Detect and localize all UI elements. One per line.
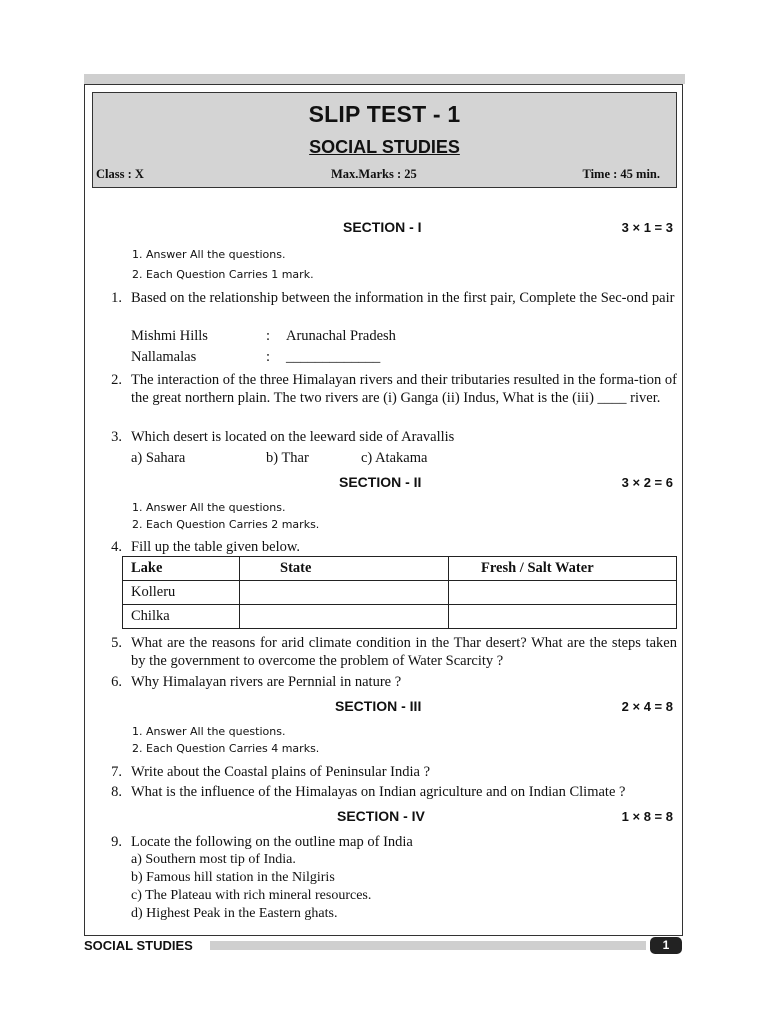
- table-cell-water: [449, 581, 677, 605]
- question-1-number: 1.: [111, 290, 122, 306]
- question-2-text: The interaction of the three Himalayan rivers and their tributaries resulted in the forma-tion of the great northern plain. The two rivers are (i) Ganga (ii) Indus, What is the (iii) ____ river.: [131, 372, 677, 406]
- question-1-pair2-blank: _____________: [286, 349, 381, 365]
- question-7-number: 7.: [111, 764, 122, 780]
- section-3-marks: 2 × 4 = 8: [621, 699, 673, 714]
- section-1-marks: 3 × 1 = 3: [621, 220, 673, 235]
- time-label: Time : 45 min.: [582, 167, 660, 181]
- question-9-item-a: a) Southern most tip of India.: [131, 852, 296, 867]
- question-9-text: Locate the following on the outline map of India: [131, 834, 413, 850]
- table-header-row: [123, 557, 677, 581]
- max-marks-label: Max.Marks : 25: [331, 167, 417, 181]
- table-header-state: State: [240, 557, 449, 581]
- question-5-text: What are the reasons for arid climate condition in the Thar desert? What are the steps taken by the government to overcome the problem of Water Scarcity ?: [131, 635, 677, 669]
- section-1-title: SECTION - I: [343, 219, 422, 235]
- exam-header: [92, 92, 677, 188]
- question-3-option-c: c) Atakama: [361, 450, 428, 466]
- question-9-number: 9.: [111, 834, 122, 850]
- page-number-badge: 1: [650, 937, 682, 954]
- question-8-text: What is the influence of the Himalayas on Indian agriculture and on Indian Climate ?: [131, 784, 626, 800]
- section-2-title: SECTION - II: [339, 474, 422, 490]
- question-3-option-b: b) Thar: [266, 450, 309, 466]
- section-2-marks: 3 × 2 = 6: [621, 475, 673, 490]
- question-4-text: Fill up the table given below.: [131, 539, 301, 555]
- section-1-instruction-2: 2. Each Question Carries 1 mark.: [132, 268, 314, 281]
- question-1-pair1-right: Arunachal Pradesh: [286, 328, 396, 344]
- table-cell-state: [240, 581, 449, 605]
- class-label: Class : X: [96, 167, 144, 181]
- section-3-instruction-1: 1. Answer All the questions.: [132, 725, 286, 738]
- question-3-number: 3.: [111, 429, 122, 445]
- footer-subject-label: SOCIAL STUDIES: [84, 938, 193, 953]
- question-6-number: 6.: [111, 674, 122, 690]
- section-3-title: SECTION - III: [335, 698, 422, 714]
- section-4-title: SECTION - IV: [337, 808, 425, 824]
- question-8-number: 8.: [111, 784, 122, 800]
- table-cell-lake: Kolleru: [123, 581, 240, 605]
- question-3-option-a: a) Sahara: [131, 450, 186, 466]
- question-5-number: 5.: [111, 635, 122, 651]
- exam-subject: SOCIAL STUDIES: [309, 137, 460, 157]
- section-2-instruction-2: 2. Each Question Carries 2 marks.: [132, 518, 320, 531]
- question-1-text: Based on the relationship between the information in the first pair, Complete the Sec-ond pair: [131, 290, 675, 306]
- question-7-text: Write about the Coastal plains of Peninsular India ?: [131, 764, 431, 780]
- question-9-item-d: d) Highest Peak in the Eastern ghats.: [131, 906, 338, 921]
- question-1-pair2-left: Nallamalas: [131, 349, 197, 365]
- question-1-pair1-left: Mishmi Hills: [131, 328, 208, 344]
- table-row: [123, 605, 677, 629]
- table-cell-water: [449, 605, 677, 629]
- question-1-pair1-sep: :: [266, 328, 271, 344]
- table-header-water: Fresh / Salt Water: [449, 557, 677, 581]
- table-row: [123, 581, 677, 605]
- question-2-number: 2.: [111, 372, 122, 388]
- table-cell-state: [240, 605, 449, 629]
- question-9-item-b: b) Famous hill station in the Nilgiris: [131, 870, 335, 885]
- exam-title: SLIP TEST - 1: [308, 101, 461, 127]
- question-6-text: Why Himalayan rivers are Pernnial in nature ?: [131, 674, 402, 690]
- section-2-instruction-1: 1. Answer All the questions.: [132, 501, 286, 514]
- table-header-lake: Lake: [123, 557, 240, 581]
- question-3-text: Which desert is located on the leeward side of Aravallis: [131, 429, 455, 445]
- question-4-number: 4.: [111, 539, 122, 555]
- table-cell-lake: Chilka: [123, 605, 240, 629]
- section-1-instruction-1: 1. Answer All the questions.: [132, 248, 286, 261]
- question-1-pair2-sep: :: [266, 349, 271, 365]
- question-9-item-c: c) The Plateau with rich mineral resources.: [131, 888, 372, 903]
- footer-decorative-bar: [210, 941, 646, 950]
- top-decorative-bar: [84, 74, 685, 84]
- section-3-instruction-2: 2. Each Question Carries 4 marks.: [132, 742, 320, 755]
- lake-table: [122, 556, 677, 629]
- section-4-marks: 1 × 8 = 8: [621, 809, 673, 824]
